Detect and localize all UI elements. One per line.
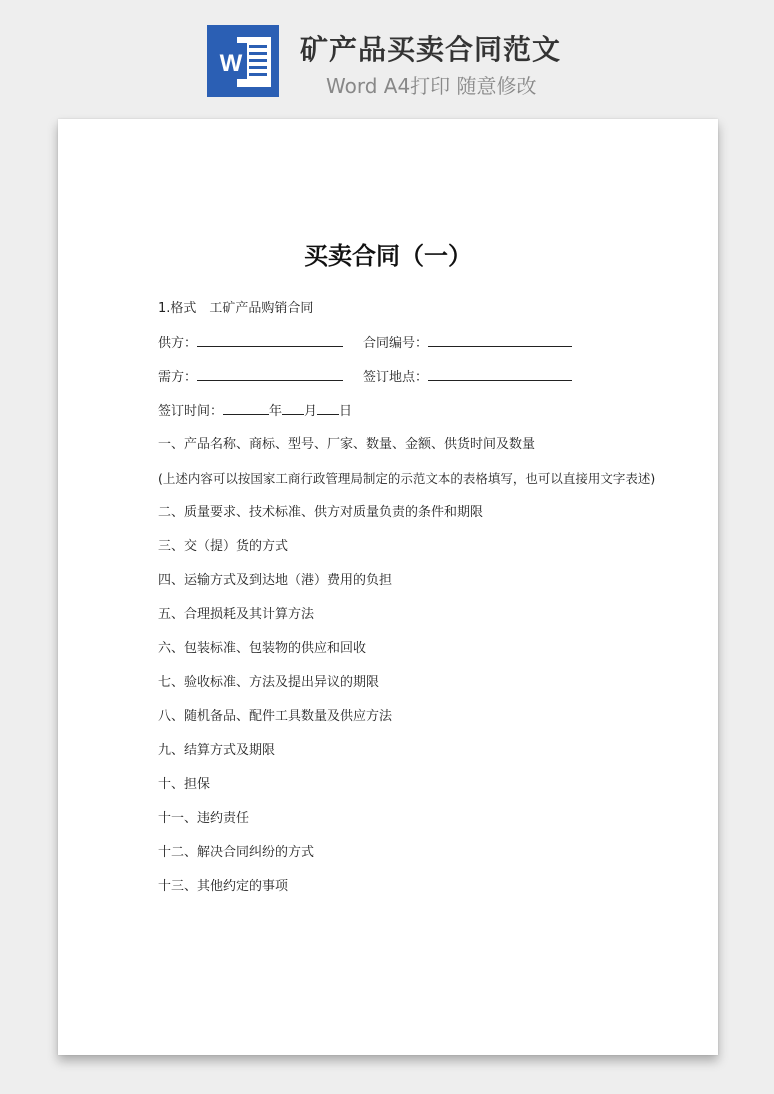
clause-8: 八、随机备品、配件工具数量及供应方法	[158, 709, 393, 724]
format-line: 1.格式 工矿产品购销合同	[158, 301, 314, 316]
year-label: 年	[269, 404, 283, 419]
sign-place-group	[363, 368, 572, 387]
sign-place-label: 签订地点：	[363, 370, 429, 385]
clause-3: 三、交（提）货的方式	[158, 539, 289, 554]
month-label: 月	[304, 404, 318, 419]
month-blank[interactable]	[282, 402, 304, 415]
word-logo-icon	[207, 25, 279, 97]
page-subtitle: Word A4打印 随意修改	[326, 74, 537, 98]
contract-no-blank[interactable]	[428, 334, 572, 347]
clause-6: 六、包装标准、包装物的供应和回收	[158, 641, 367, 656]
supplier-row	[158, 334, 429, 353]
clause-9: 九、结算方式及期限	[158, 743, 276, 758]
page-title: 矿产品买卖合同范文	[300, 33, 562, 66]
document-title: 买卖合同（一）	[304, 242, 472, 270]
day-label: 日	[339, 404, 353, 419]
document-page	[58, 119, 718, 1055]
clause-13: 十三、其他约定的事项	[158, 879, 289, 894]
clause-10: 十、担保	[158, 777, 211, 792]
clause-2: 二、质量要求、技术标准、供方对质量负责的条件和期限	[158, 505, 484, 520]
clause-11: 十一、违约责任	[158, 811, 250, 826]
contract-no-label: 合同编号：	[363, 336, 429, 351]
clause-12: 十二、解决合同纠纷的方式	[158, 845, 315, 860]
contract-no-group	[363, 334, 572, 353]
page-header	[0, 0, 774, 118]
supplier-blank[interactable]	[197, 334, 343, 347]
day-blank[interactable]	[317, 402, 339, 415]
clause-5: 五、合理损耗及其计算方法	[158, 607, 315, 622]
clause-7: 七、验收标准、方法及提出异议的期限	[158, 675, 380, 690]
clause-1-note: (上述内容可以按国家工商行政管理局制定的示范文本的表格填写，也可以直接用文字表述)	[158, 471, 656, 486]
clause-4: 四、运输方式及到达地（港）费用的负担	[158, 573, 393, 588]
year-blank[interactable]	[223, 402, 269, 415]
logo-letter: W	[219, 50, 243, 77]
supplier-label: 供方：	[158, 336, 198, 351]
sign-time-row	[158, 402, 352, 421]
clause-1: 一、产品名称、商标、型号、厂家、数量、金额、供货时间及数量	[158, 437, 536, 452]
buyer-label: 需方：	[158, 370, 198, 385]
buyer-row	[158, 368, 429, 387]
buyer-blank[interactable]	[197, 368, 343, 381]
sign-time-label: 签订时间：	[158, 404, 224, 419]
sign-place-blank[interactable]	[428, 368, 572, 381]
